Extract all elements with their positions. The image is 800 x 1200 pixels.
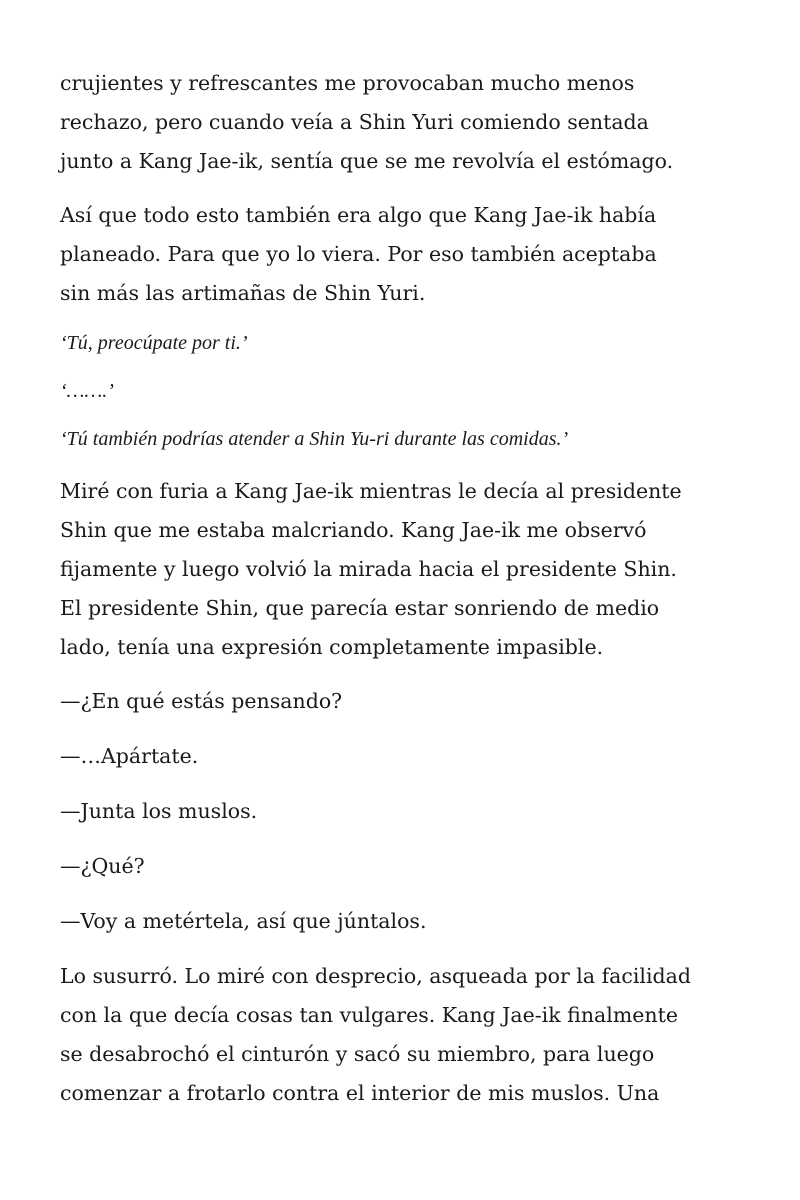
text-line: rechazo, pero cuando veía a Shin Yuri comiendo sentada xyxy=(60,110,649,134)
paragraph-4 xyxy=(60,957,750,1113)
text-line: lado, tenía una expresión completamente impasible. xyxy=(60,635,604,659)
dialogue-line-5: —Voy a metértela, así que júntalos. xyxy=(60,909,427,933)
thought-line-3: ‘Tú también podrías atender a Shin Yu-ri durante las comidas.’ xyxy=(60,428,569,450)
text-line: comenzar a frotarlo contra el interior de mis muslos. Una xyxy=(60,1081,660,1105)
text-line: sin más las artimañas de Shin Yuri. xyxy=(60,281,426,305)
dialogue-line-4: —¿Qué? xyxy=(60,854,145,878)
dialogue-line-1: —¿En qué estás pensando? xyxy=(60,689,343,713)
text-line: Miré con furia a Kang Jae-ik mientras le decía al presidente xyxy=(60,479,682,503)
thought-line-2: ‘…….’ xyxy=(60,380,114,402)
text-line: crujientes y refrescantes me provocaban mucho menos xyxy=(60,71,635,95)
paragraph-3 xyxy=(60,472,750,667)
text-line: Así que todo esto también era algo que Kang Jae-ik había xyxy=(60,203,657,227)
page-content xyxy=(60,64,750,1128)
paragraph-1 xyxy=(60,64,750,181)
dialogue-line-3: —Junta los muslos. xyxy=(60,799,258,823)
text-line: planeado. Para que yo lo viera. Por eso también aceptaba xyxy=(60,242,657,266)
text-line: Shin que me estaba malcriando. Kang Jae-ik me observó xyxy=(60,518,647,542)
text-line: fijamente y luego volvió la mirada hacia el presidente Shin. xyxy=(60,557,677,581)
paragraph-2 xyxy=(60,196,750,313)
text-line: Lo susurró. Lo miré con desprecio, asqueada por la facilidad xyxy=(60,964,692,988)
thought-line-1: ‘Tú, preocúpate por ti.’ xyxy=(60,332,248,354)
text-line: El presidente Shin, que parecía estar sonriendo de medio xyxy=(60,596,660,620)
dialogue-line-2: —…Apártate. xyxy=(60,744,199,768)
text-line: con la que decía cosas tan vulgares. Kang Jae-ik finalmente xyxy=(60,1003,678,1027)
text-line: junto a Kang Jae-ik, sentía que se me revolvía el estómago. xyxy=(60,149,674,173)
text-line: se desabrochó el cinturón y sacó su miembro, para luego xyxy=(60,1042,655,1066)
